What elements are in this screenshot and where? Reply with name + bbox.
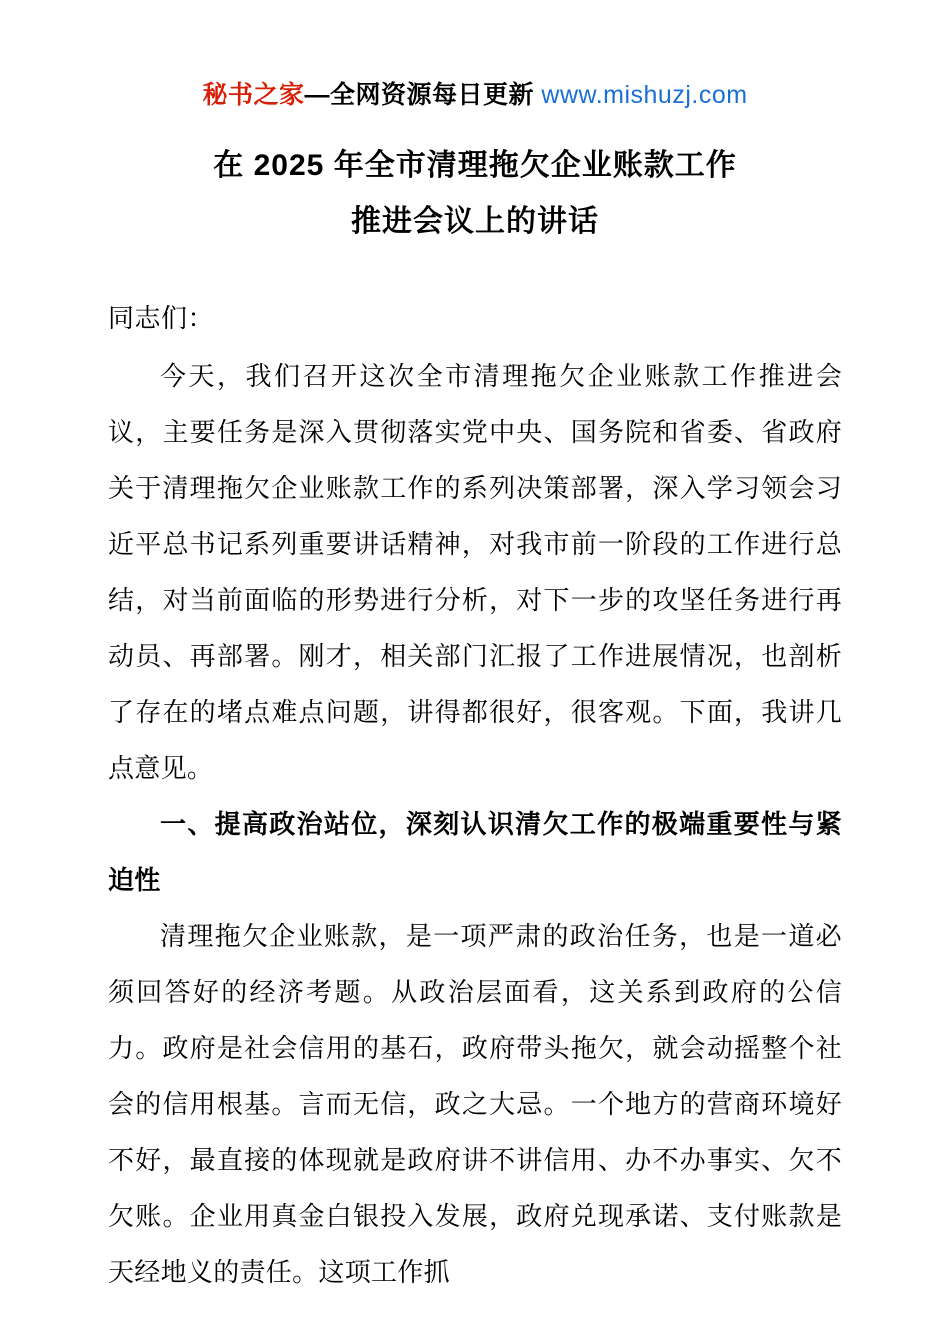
watermark-site-url: www.mishuzj.com (541, 81, 748, 109)
watermark-brand: 秘书之家 (202, 81, 305, 109)
site-watermark (108, 78, 842, 112)
body-paragraph-1: 今天，我们召开这次全市清理拖欠企业账款工作推进会议，主要任务是深入贯彻落实党中央、国务院和省委、省政府关于清理拖欠企业账款工作的系列决策部署，深入学习领会习近平总书记系列重要讲话精神，对我市前一阶段的工作进行总结，对当前面临的形势进行分析，对下一步的攻坚任务进行再动员、再部署。刚才，相关部门汇报了工作进展情况，也剖析了存在的堵点难点问题，讲得都很好，很客观。下面，我讲几点意见。 (108, 361, 842, 783)
page-title-line-1: 在 2025 年全市清理拖欠企业账款工作 (213, 149, 737, 182)
body-paragraph-2: 清理拖欠企业账款，是一项严肃的政治任务，也是一道必须回答好的经济考题。从政治层面看，这关系到政府的公信力。政府是社会信用的基石，政府带头拖欠，就会动摇整个社会的信用根基。言而无信，政之大忌。一个地方的营商环境好不好，最直接的体现就是政府讲不讲信用、办不办事实、欠不欠账。企业用真金白银投入发展，政府兑现承诺、支付账款是天经地义的责任。这项工作抓 (108, 921, 842, 1287)
page-title-line-2: 推进会议上的讲话 (351, 205, 599, 238)
salutation: 同志们： (108, 303, 215, 333)
page-title (108, 138, 842, 250)
section-heading-1: 一、提高政治站位，深刻认识清欠工作的极端重要性与紧迫性 (108, 809, 842, 895)
watermark-tagline: —全网资源每日更新 (304, 81, 542, 109)
